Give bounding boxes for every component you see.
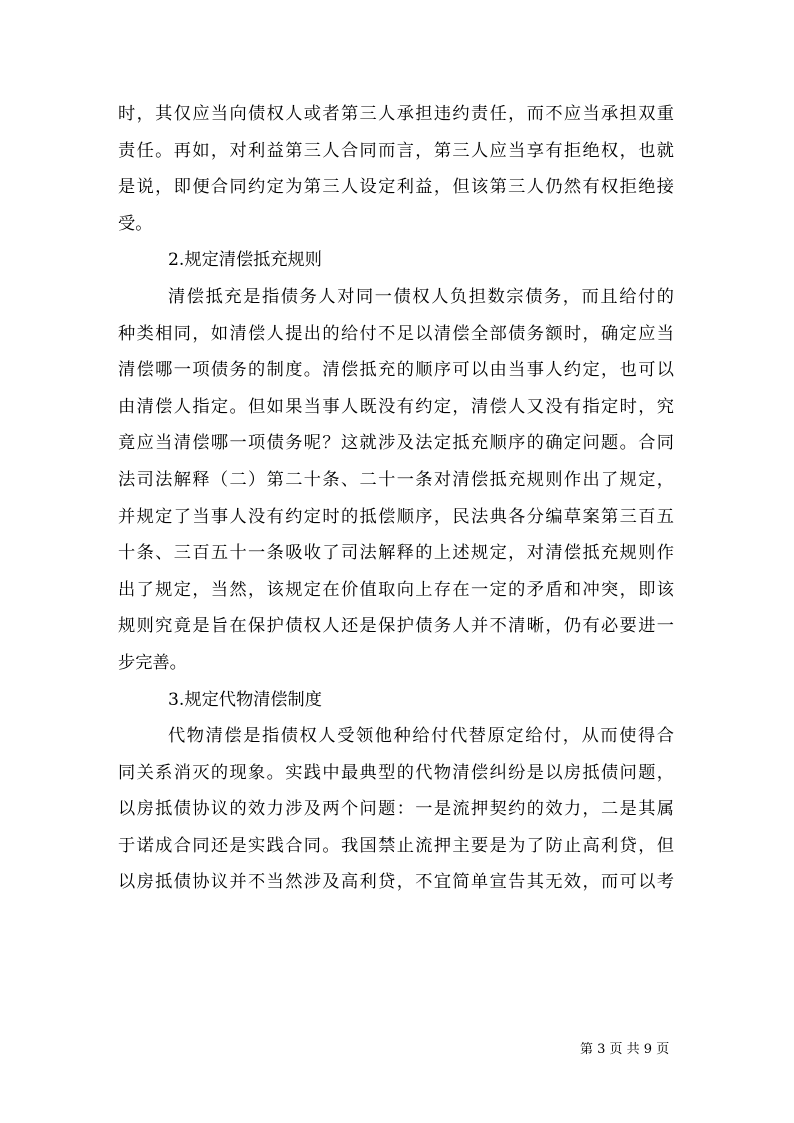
text-line: 以房抵债协议并不当然涉及高利贷，不宜简单宣告其无效，而可以考	[118, 872, 674, 893]
text-line: 责任。再如，对利益第三人合同而言，第三人应当享有拒绝权，也就	[118, 140, 674, 161]
text-line: 清偿哪一项债务的制度。清偿抵充的顺序可以由当事人约定，也可以	[118, 360, 674, 381]
text-line: 竟应当清偿哪一项债务呢？这就涉及法定抵充顺序的确定问题。合同	[118, 433, 674, 454]
text-line: 步完善。	[118, 652, 187, 673]
text-line: 十条、三百五十一条吸收了司法解释的上述规定，对清偿抵充规则作	[118, 543, 674, 564]
body-paragraph	[118, 96, 674, 242]
section-heading	[118, 682, 674, 719]
text-line: 出了规定，当然，该规定在价值取向上存在一定的矛盾和冲突，即该	[118, 579, 674, 600]
page-number-footer: 第 3 页 共 9 页	[580, 1042, 670, 1057]
text-line: 种类相同，如清偿人提出的给付不足以清偿全部债务额时，确定应当	[118, 323, 674, 344]
text-line: 清偿抵充是指债务人对同一债权人负担数宗债务，而且给付的	[168, 286, 674, 307]
text-line: 同关系消灭的现象。实践中最典型的代物清偿纠纷是以房抵债问题，	[118, 762, 674, 783]
text-line: 3.规定代物清偿制度	[168, 689, 322, 710]
section-heading	[118, 242, 674, 279]
text-line: 由清偿人指定。但如果当事人既没有约定，清偿人又没有指定时，究	[118, 396, 674, 417]
text-line: 以房抵债协议的效力涉及两个问题：一是流押契约的效力，二是其属	[118, 799, 674, 820]
text-line: 受。	[118, 213, 153, 234]
body-paragraph	[118, 279, 674, 682]
text-line: 并规定了当事人没有约定时的抵偿顺序，民法典各分编草案第三百五	[118, 506, 674, 527]
text-line: 代物清偿是指债权人受领他种给付代替原定给付，从而使得合	[168, 726, 674, 747]
body-paragraph	[118, 718, 674, 901]
text-line: 时，其仅应当向债权人或者第三人承担违约责任，而不应当承担双重	[118, 104, 674, 124]
text-line: 法司法解释（二）第二十条、二十一条对清偿抵充规则作出了规定，	[118, 469, 674, 490]
text-line: 规则究竟是旨在保护债权人还是保护债务人并不清晰，仍有必要进一	[118, 616, 674, 637]
document-body	[118, 96, 674, 901]
text-line: 于诺成合同还是实践合同。我国禁止流押主要是为了防止高利贷，但	[118, 835, 674, 856]
text-line: 2.规定清偿抵充规则	[168, 250, 322, 271]
text-line: 是说，即便合同约定为第三人设定利益，但该第三人仍然有权拒绝接	[118, 177, 674, 198]
